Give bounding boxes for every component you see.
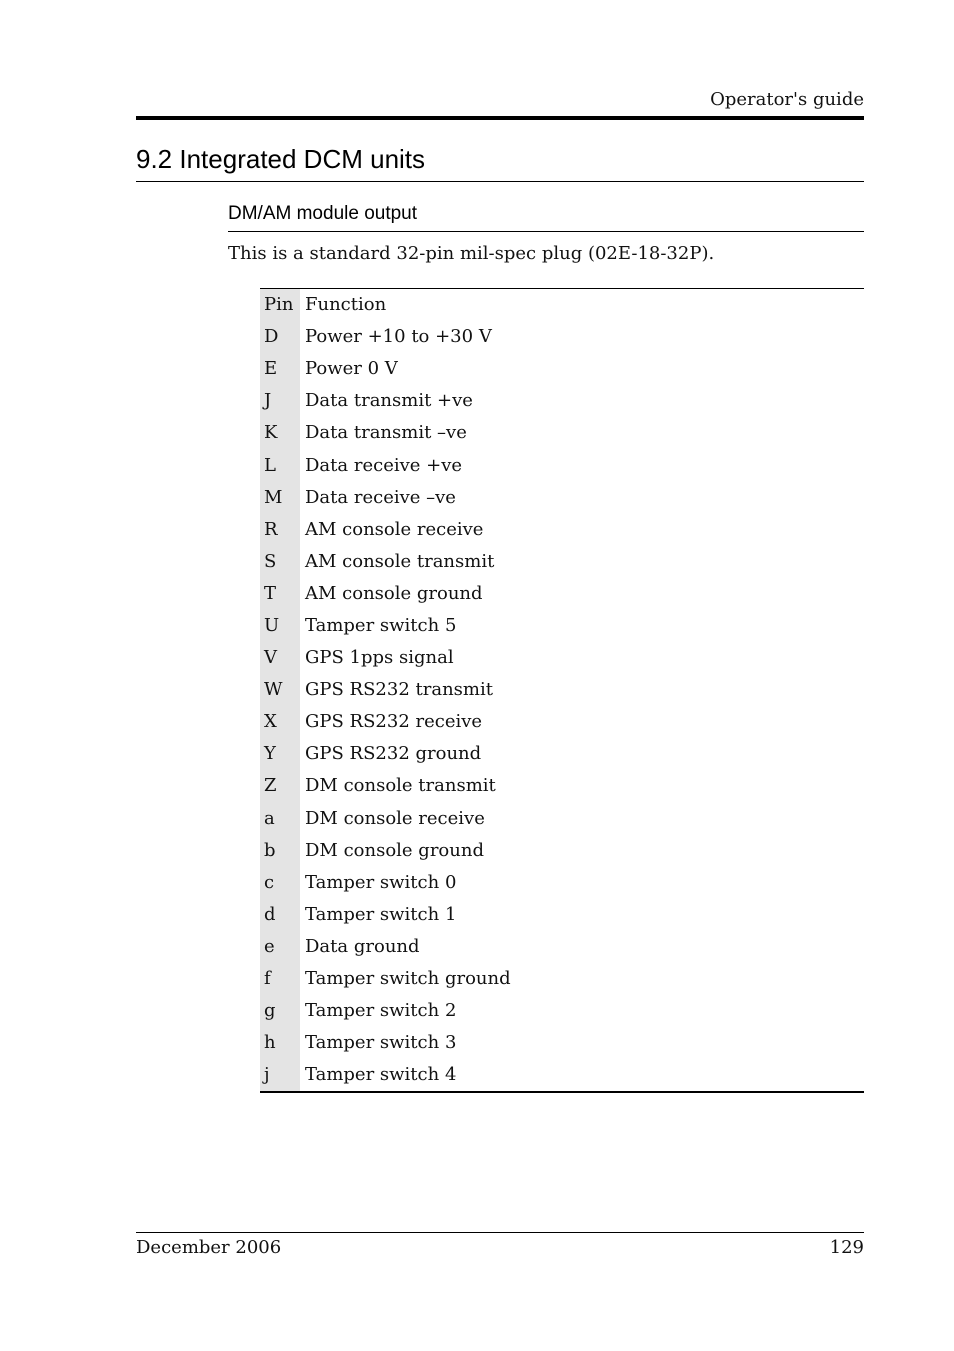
table-row — [260, 706, 864, 738]
table-row — [260, 899, 864, 931]
function-cell: Data transmit +ve — [305, 390, 473, 412]
function-cell: Tamper switch 3 — [305, 1032, 457, 1054]
function-cell: Tamper switch 2 — [305, 1000, 457, 1022]
table-row — [260, 482, 864, 514]
function-cell: Power 0 V — [305, 358, 398, 380]
function-cell: GPS RS232 ground — [305, 743, 482, 765]
function-cell: Tamper switch 1 — [305, 903, 457, 925]
pin-table-body — [260, 321, 864, 1092]
function-cell: Power +10 to +30 V — [305, 326, 492, 348]
pin-cell: e — [260, 931, 300, 963]
table-row — [260, 546, 864, 578]
header-rule — [136, 116, 864, 120]
table-row — [260, 867, 864, 899]
table-row — [260, 385, 864, 417]
pin-cell: T — [260, 578, 300, 610]
table-row — [260, 931, 864, 963]
pin-cell: D — [260, 321, 300, 353]
pin-cell: W — [260, 674, 300, 706]
table-row — [260, 449, 864, 481]
subsection-title: DM/AM module output — [228, 203, 418, 224]
table-row — [260, 1027, 864, 1059]
function-cell: Data ground — [305, 935, 420, 957]
pin-cell: V — [260, 642, 300, 674]
pin-cell: X — [260, 706, 300, 738]
table-row — [260, 835, 864, 867]
pin-cell: f — [260, 963, 300, 995]
table-row — [260, 738, 864, 770]
table-row — [260, 803, 864, 835]
pin-cell: Z — [260, 770, 300, 802]
table-row — [260, 642, 864, 674]
pin-cell: j — [260, 1059, 300, 1092]
running-header: Operator's guide — [710, 89, 864, 110]
table-row — [260, 417, 864, 449]
function-cell: Tamper switch ground — [305, 968, 511, 990]
pin-cell: S — [260, 546, 300, 578]
column-header-pin: Pin — [260, 289, 300, 322]
section-rule — [136, 181, 864, 182]
page-number: 129 — [829, 1237, 864, 1258]
function-cell: Tamper switch 0 — [305, 871, 457, 893]
function-cell: Data transmit –ve — [305, 422, 467, 444]
pin-table — [260, 288, 864, 1093]
pin-cell: U — [260, 610, 300, 642]
table-row — [260, 610, 864, 642]
function-cell: GPS RS232 receive — [305, 711, 483, 733]
pin-cell: R — [260, 514, 300, 546]
pin-cell: b — [260, 835, 300, 867]
pin-cell: g — [260, 995, 300, 1027]
footer-rule — [136, 1232, 864, 1233]
section-title: 9.2 Integrated DCM units — [136, 144, 426, 174]
pin-cell: Y — [260, 738, 300, 770]
pin-cell: M — [260, 482, 300, 514]
table-row — [260, 514, 864, 546]
function-cell: Tamper switch 4 — [305, 1064, 457, 1086]
pin-cell: J — [260, 385, 300, 417]
function-cell: GPS 1pps signal — [305, 647, 454, 669]
table-row — [260, 963, 864, 995]
table-row — [260, 321, 864, 353]
pin-cell: K — [260, 417, 300, 449]
function-cell: Data receive –ve — [305, 486, 456, 508]
pin-cell: E — [260, 353, 300, 385]
table-row — [260, 353, 864, 385]
pin-cell: h — [260, 1027, 300, 1059]
pin-cell: d — [260, 899, 300, 931]
function-cell: DM console receive — [305, 807, 485, 829]
footer-date: December 2006 — [136, 1237, 282, 1258]
function-cell: AM console transmit — [305, 550, 495, 572]
table-row — [260, 770, 864, 802]
table-row — [260, 674, 864, 706]
function-cell: Data receive +ve — [305, 454, 463, 476]
pin-cell: L — [260, 449, 300, 481]
intro-paragraph: This is a standard 32-pin mil-spec plug (02E-18-32P). — [228, 243, 715, 264]
function-cell: AM console ground — [305, 582, 483, 604]
function-cell: DM console transmit — [305, 775, 496, 797]
subsection-rule — [228, 231, 864, 232]
function-cell: DM console ground — [305, 839, 484, 861]
function-cell: Tamper switch 5 — [305, 614, 457, 636]
pin-cell: c — [260, 867, 300, 899]
table-row — [260, 995, 864, 1027]
function-cell: AM console receive — [305, 518, 484, 540]
table-header-row — [260, 289, 864, 322]
function-cell: GPS RS232 transmit — [305, 679, 493, 701]
pin-cell: a — [260, 803, 300, 835]
table-row — [260, 1059, 864, 1092]
table-row — [260, 578, 864, 610]
column-header-function: Function — [305, 294, 387, 316]
